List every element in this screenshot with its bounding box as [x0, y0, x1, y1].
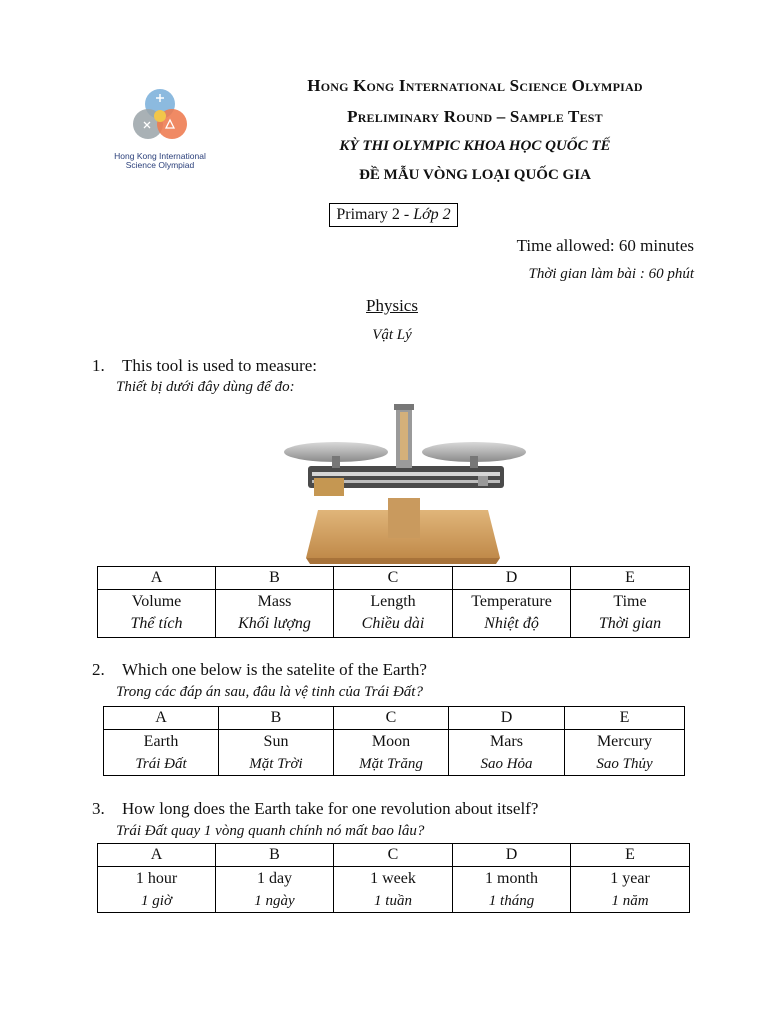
question-text-vi: Thiết bị dưới đây dùng để đo:	[116, 379, 295, 395]
option-letter: E	[571, 567, 690, 590]
option-en: Moon	[371, 733, 411, 750]
option-cell	[571, 867, 690, 913]
option-vi: 1 năm	[611, 893, 649, 909]
question-text-vi: Trong các đáp án sau, đâu là vệ tinh của Trái Đất?	[116, 684, 423, 700]
option-en: Time	[613, 593, 647, 610]
question-text: This tool is used to measure:	[122, 356, 318, 375]
option-letter: C	[334, 707, 449, 730]
option-cell	[453, 590, 571, 638]
option-vi: Thể tích	[130, 615, 183, 632]
option-cell	[98, 867, 216, 913]
option-en: Mercury	[596, 733, 653, 750]
option-vi: 1 tháng	[488, 893, 535, 909]
option-en: 1 month	[485, 870, 538, 887]
question-number: 2.	[92, 660, 105, 679]
option-cell	[219, 730, 334, 776]
option-vi: Trái Đất	[135, 756, 187, 772]
question-number: 3.	[92, 799, 105, 818]
option-letter: D	[449, 707, 565, 730]
logo-text: Hong Kong International Science Olympiad	[114, 151, 206, 170]
option-cell	[334, 590, 453, 638]
round-title: Preliminary Round – Sample Test	[347, 107, 603, 126]
subject-title-vi: Vật Lý	[372, 327, 412, 343]
question-number: 1.	[92, 356, 105, 375]
option-vi: Chiều dài	[361, 615, 425, 632]
balance-scale-icon	[278, 400, 530, 566]
answer-options-table	[97, 566, 690, 638]
option-letter: A	[98, 844, 216, 867]
option-vi: Thời gian	[598, 615, 662, 632]
answer-options-table	[103, 706, 685, 776]
option-letter: A	[104, 707, 219, 730]
option-letter: E	[571, 844, 690, 867]
option-cell	[98, 590, 216, 638]
option-en: Earth	[143, 733, 179, 750]
option-cell	[571, 590, 690, 638]
option-cell	[216, 590, 334, 638]
option-vi: Mặt Trời	[249, 756, 303, 772]
logo-circles-icon	[104, 84, 216, 152]
option-vi: Nhiệt độ	[484, 615, 539, 632]
question-text: How long does the Earth take for one revolution about itself?	[122, 799, 539, 818]
option-en: 1 day	[256, 870, 293, 887]
option-letter: B	[216, 844, 334, 867]
competition-title: Hong Kong International Science Olympiad	[307, 76, 643, 95]
option-letter: B	[219, 707, 334, 730]
option-en: Volume	[131, 593, 182, 610]
balance-scale-image	[278, 400, 530, 566]
grade-vi: Lớp 2	[413, 206, 451, 223]
grade-en: Primary 2 -	[336, 206, 414, 223]
answer-options-table	[97, 843, 690, 913]
option-en: Temperature	[471, 593, 552, 610]
option-en: Mass	[257, 593, 292, 610]
option-cell	[334, 867, 453, 913]
question-text: Which one below is the satelite of the Earth?	[122, 660, 427, 679]
option-cell	[216, 867, 334, 913]
option-en: 1 week	[370, 870, 416, 887]
option-letter: A	[98, 567, 216, 590]
option-en: Mars	[490, 733, 523, 750]
question-text-vi: Trái Đất quay 1 vòng quanh chính nó mất bao lâu?	[116, 823, 425, 839]
option-cell	[565, 730, 685, 776]
option-en: Length	[370, 593, 416, 610]
option-vi: Sao Thủy	[596, 756, 653, 772]
option-letter: D	[453, 844, 571, 867]
option-letter: D	[453, 567, 571, 590]
option-letter: C	[334, 567, 453, 590]
olympiad-logo	[104, 84, 216, 180]
option-letter: E	[565, 707, 685, 730]
option-en: 1 hour	[135, 870, 178, 887]
option-en: Sun	[263, 733, 289, 750]
option-vi: 1 tuần	[374, 893, 412, 909]
time-allowed: Time allowed: 60 minutes	[516, 236, 694, 255]
option-vi: 1 giờ	[141, 893, 172, 909]
option-vi: Sao Hỏa	[480, 756, 533, 772]
grade-box	[329, 203, 458, 227]
option-vi: Khối lượng	[238, 615, 311, 632]
competition-title-vi: KỲ THI OLYMPIC KHOA HỌC QUỐC TẾ	[339, 138, 611, 154]
time-allowed-vi: Thời gian làm bài : 60 phút	[528, 266, 694, 282]
option-en: 1 year	[610, 870, 650, 887]
option-letter: B	[216, 567, 334, 590]
subject-title: Physics	[366, 296, 418, 315]
option-cell	[453, 867, 571, 913]
option-cell	[104, 730, 219, 776]
option-vi: 1 ngày	[254, 893, 295, 909]
round-title-vi: ĐỀ MẪU VÒNG LOẠI QUỐC GIA	[359, 167, 591, 183]
option-letter: C	[334, 844, 453, 867]
option-vi: Mặt Trăng	[359, 756, 423, 772]
option-cell	[449, 730, 565, 776]
option-cell	[334, 730, 449, 776]
